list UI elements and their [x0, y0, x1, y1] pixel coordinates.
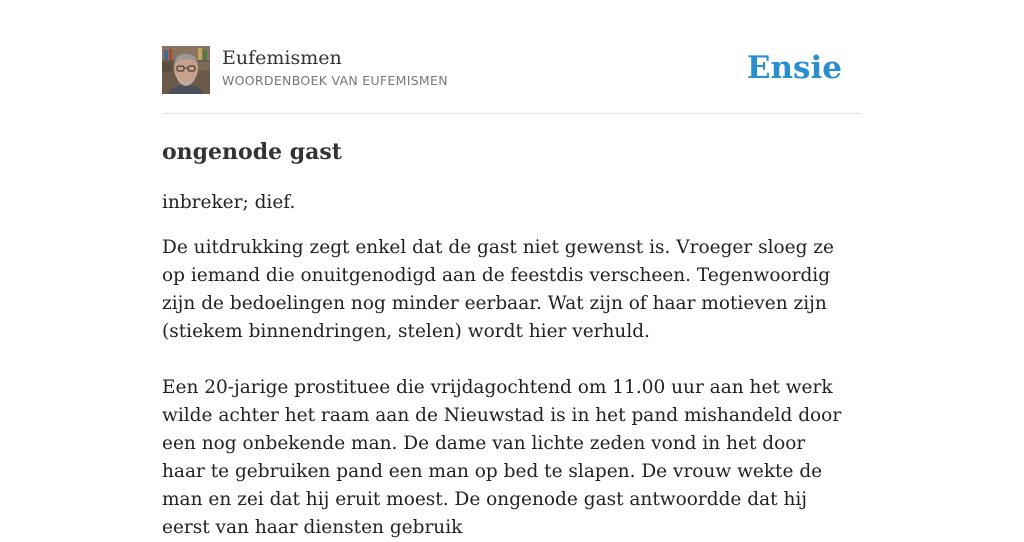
- ensie-logo-link[interactable]: Ensie: [746, 50, 842, 86]
- dictionary-title[interactable]: Eufemismen: [222, 47, 342, 69]
- dictionary-subtitle: WOORDENBOEK VAN EUFEMISMEN: [222, 73, 448, 88]
- entry-definition: inbreker; dief.: [162, 192, 296, 213]
- header-divider: [162, 113, 862, 114]
- entry-explanation: De uitdrukking zegt enkel dat de gast niet gewenst is. Vroeger sloeg ze op iemand die onuitgenodigd aan de feestdis verscheen. Tegenwoordig zijn de bedoelingen nog minder eerbaar. Wat zijn of haar motieven zijn (stiekem binnendringen, stelen) wordt hier verhuld.: [162, 237, 834, 342]
- dictionary-header: [162, 46, 862, 96]
- entry-content: [162, 137, 852, 542]
- entry-example: Een 20-jarige prostituee die vrijdagochtend om 11.00 uur aan het werk wilde achter het raam aan de Nieuwstad is in het pand mishandeld door een nog onbekende man. De dame van lichte zeden vond in het door haar te gebruiken pand een man op bed te slapen. De vrouw wekte de man en zei dat hij eruit moest. De ongenode gast antwoordde dat hij eerst van haar diensten gebruik: [162, 377, 842, 538]
- author-avatar[interactable]: [162, 46, 210, 94]
- avatar-portrait-image: [162, 46, 210, 94]
- entry-term: ongenode gast: [162, 139, 342, 165]
- dictionary-title-block: [222, 46, 448, 88]
